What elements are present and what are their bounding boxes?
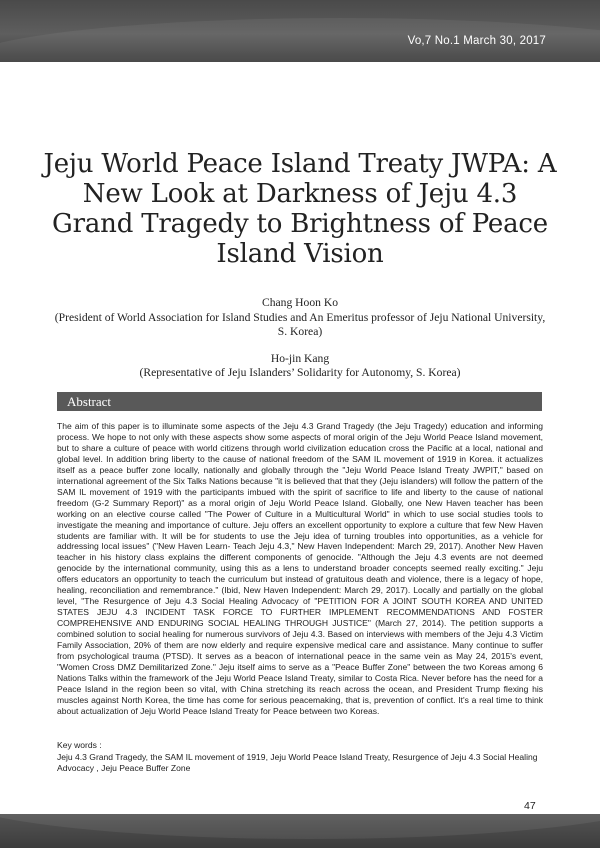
abstract-heading-bar: [57, 392, 542, 411]
keywords-block: [57, 740, 543, 774]
author-affiliation: (President of World Association for Island Studies and An Emeritus professor of Jeju National University, S. Korea): [54, 310, 546, 339]
author-name: Ho-jin Kang: [270, 351, 330, 365]
author-name: Chang Hoon Ko: [262, 296, 338, 309]
abstract-text: The aim of this paper is to illuminate some aspects of the Jeju 4.3 Grand Tragedy (the Jeju Tragedy) education and informing process. We hope to not only with these aspects show some aspects of moral origin of the Jeju World Peace Island movement, but to share a culture of peace with world citizens through world civilization education cross the Pacific at a local, national and global level. In addition bring liberty to the cause of national freedom of the SAM IL movement of 1919 in Korea. it actualizes itself as a peace buffer zone locally, nationally and globally through the "Jeju World Peace Island Treaty JWPIT," based on international agreement of the Six Talks Nations because "it is believed that that they (Jeju islanders) will follow the pattern of the SAM IL movement of 1919 with the participants imbued with the spirit of sacrifice to life and liberty to the cause of national freedom (G-2 Summary Report)" as a moral origin of Jeju World Peace Island. Globally, one New Haven teacher has been working on an elective course called "The Power of Culture in a Multicultural World" in which to use social studies tools to investigate the meaning and importance of culture. Jeju offers an excellent opportunity to explore a culture that few New Haven students are familiar with. It will be for students to use the Jeju idea of turning troubles into opportunities, as a vehicle for addressing local issues" ("New Haven Learn- Teach Jeju 4.3," New Haven Independent: March 29, 2017). Another New Haven teacher in his history class explains the different components of genocide. "Although the Jeju 4.3 events are not deemed genocide by the international community, using this as a lens to understand broader concepts seemed really exciting." Jeju offers educators an opportunity to teach the curriculum but instead of gratuitous death and violence, there is a legacy of hope, healing, reconciliation and remembrance." (Ibid, New Haven Independent: March 29, 2017). Locally and partially on the global level, "The Resurgence of Jeju 4.3 Social Healing Advocacy of "PETITION FOR A JOINT SOUTH KOREA AND UNITED STATES JEJU 4.3 INCIDENT TASK FORCE TO FURTHER IMPLEMENT RECOMMENDATIONS AND FOSTER COMPREHENSIVE AND ENDURING SOCIAL HEALING THROUGH JUSTICE" (March 27, 2014). The petition supports a combined solution to social healing for numerous survivors of Jeju 4.3. Based on interviews with members of the Jeju 4.3 Victim Family Association, 20% of them are now elderly and require expensive medical care and assistance. Many continue to suffer from psychological trauma (PTSD). It serves as a beacon of international peace in the same vein as May 24, 2015's event, "Women Cross DMZ Demilitarized Zone." Jeju itself aims to serve as a "Peace Buffer Zone" between the two Koreas among 6 Nations Talks within the framework of the Jeju World Peace Island Treaty, similar to Costa Rica. Never before has the need for a Peace Island in the region been so vital, with China stretching its reach across the ocean, and President Trump flexing his muscles against North Korea, the time has come for serious peacemaking, that is, prevention of conflict. It's a real time to think about actualization of Jeju World Peace Island Treaty for Peace between two Koreas.: [57, 421, 543, 716]
author-affiliation: (Representative of Jeju Islanders’ Solidarity for Autonomy, S. Korea): [139, 366, 461, 380]
keywords-label: Key words :: [57, 740, 102, 750]
header-band: [0, 0, 600, 62]
footer-band: [0, 814, 600, 848]
footer-decoration: [0, 814, 600, 839]
authors-block: [50, 296, 550, 381]
issue-info: Vo,7 No.1 March 30, 2017: [407, 35, 546, 47]
abstract-heading: Abstract: [67, 394, 112, 409]
keywords-text: Jeju 4.3 Grand Tragedy, the SAM IL movement of 1919, Jeju World Peace Island Treaty, Resurgence of Jeju 4.3 Social Healing Advocacy , Jeju Peace Buffer Zone: [57, 751, 538, 773]
article-title: Jeju World Peace Island Treaty JWPA: A New Look at Darkness of Jeju 4.3 Grand Tragedy to Brightness of Peace Island Vision: [43, 149, 557, 269]
page-number: 47: [524, 800, 536, 812]
